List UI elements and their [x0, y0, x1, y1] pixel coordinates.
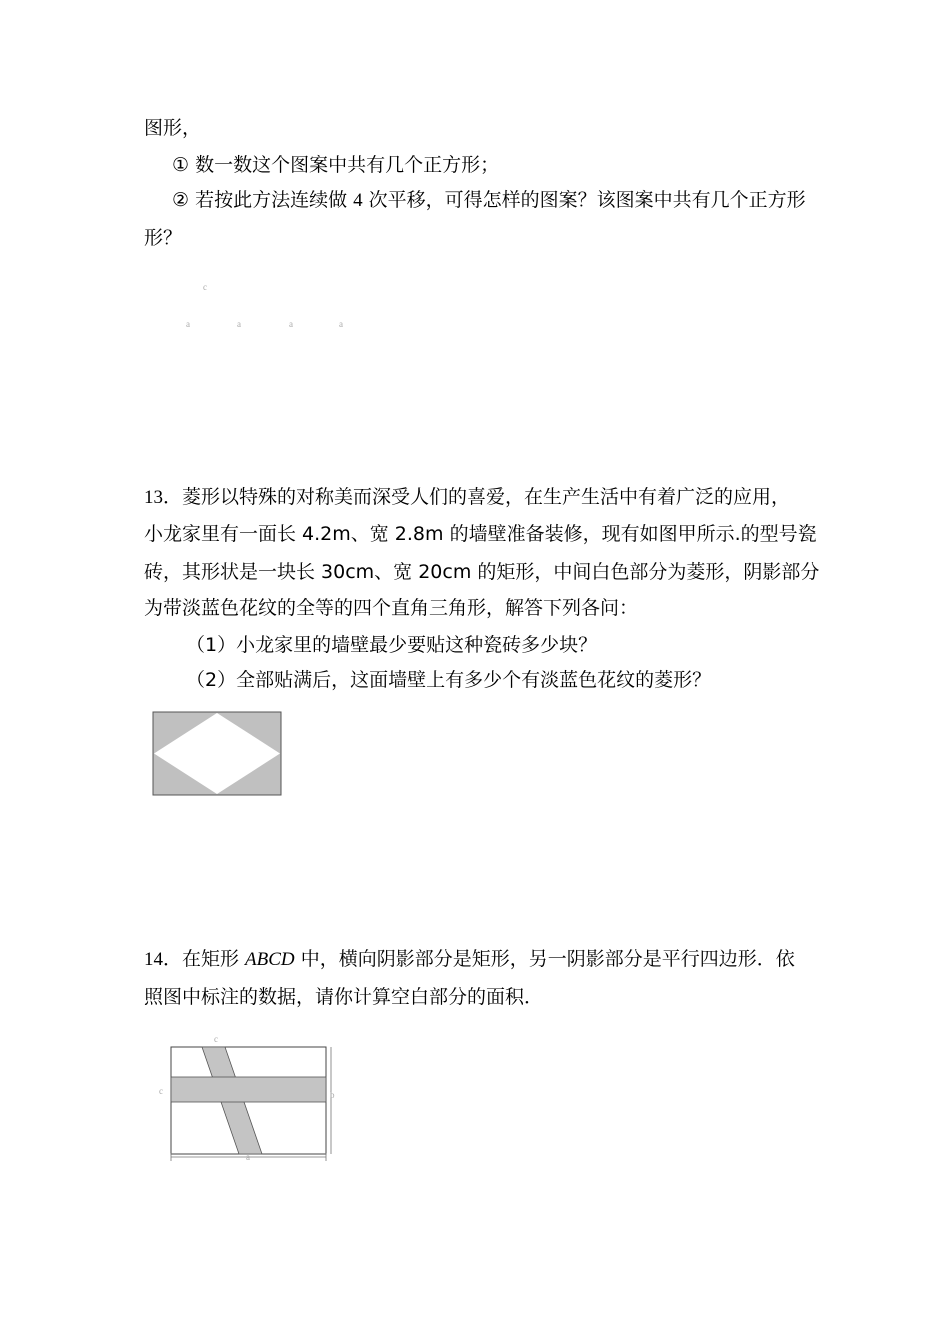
q13-line3: 砖，其形状是一块长 30cm、宽 20cm 的矩形，中间白色部分为菱形，阴影部分 — [144, 561, 820, 583]
q13-line4: 为带淡蓝色花纹的全等的四个直角三角形，解答下列各问： — [144, 597, 639, 619]
q14-line2: 照图中标注的数据，请你计算空白部分的面积． — [144, 986, 544, 1008]
q14-label-top: c — [214, 1034, 218, 1044]
q14-label-bottom: a — [246, 1152, 250, 1162]
q12-fig-mark-1: a — [186, 319, 190, 329]
q14-rect-name: ABCD — [245, 949, 295, 970]
q13-number: 13 — [144, 487, 163, 508]
q14-line1-b: 中，横向阴影部分是矩形，另一阴影部分是平行四边形．依 — [294, 948, 795, 970]
q12-line1: 图形， — [144, 117, 202, 139]
q12-fig-mark-0: c — [203, 282, 207, 292]
q13-line1 — [144, 485, 790, 510]
q14-figure — [155, 1030, 345, 1165]
q14-horizontal-band — [171, 1077, 326, 1102]
q13-tile-figure — [152, 711, 284, 798]
q13-sub1: （1）小龙家里的墙壁最少要贴这种瓷砖多少块？ — [186, 634, 598, 656]
q12-fig-mark-3: a — [289, 319, 293, 329]
q12-sub2-a: ② 若按此方法连续做 — [172, 189, 354, 211]
q13-line2: 小龙家里有一面长 4.2m、宽 2.8m 的墙壁准备装修，现有如图甲所示.的型号瓷 — [144, 523, 817, 545]
q12-sub2-num: 4 — [353, 190, 363, 211]
q12-line-last: 形？ — [144, 227, 183, 249]
q14-number: 14 — [144, 949, 163, 970]
q12-figure — [180, 278, 360, 334]
q13-line1-text: ．菱形以特殊的对称美而深受人们的喜爱，在生产生活中有着广泛的应用， — [163, 486, 791, 508]
q14-label-left: c — [159, 1086, 163, 1096]
q14-line1 — [144, 947, 795, 972]
q12-sub2 — [172, 188, 806, 213]
q12-fig-mark-4: a — [339, 319, 343, 329]
q12-sub1: ① 数一数这个图案中共有几个正方形； — [172, 154, 500, 176]
q14-line1-a: ．在矩形 — [163, 948, 246, 970]
q12-sub2-b: 次平移，可得怎样的图案？该图案中共有几个正方形 — [362, 189, 806, 211]
q14-label-right: b — [330, 1090, 335, 1100]
q13-sub2: （2）全部贴满后，这面墙壁上有多少个有淡蓝色花纹的菱形？ — [186, 669, 712, 691]
q12-fig-mark-2: a — [237, 319, 241, 329]
